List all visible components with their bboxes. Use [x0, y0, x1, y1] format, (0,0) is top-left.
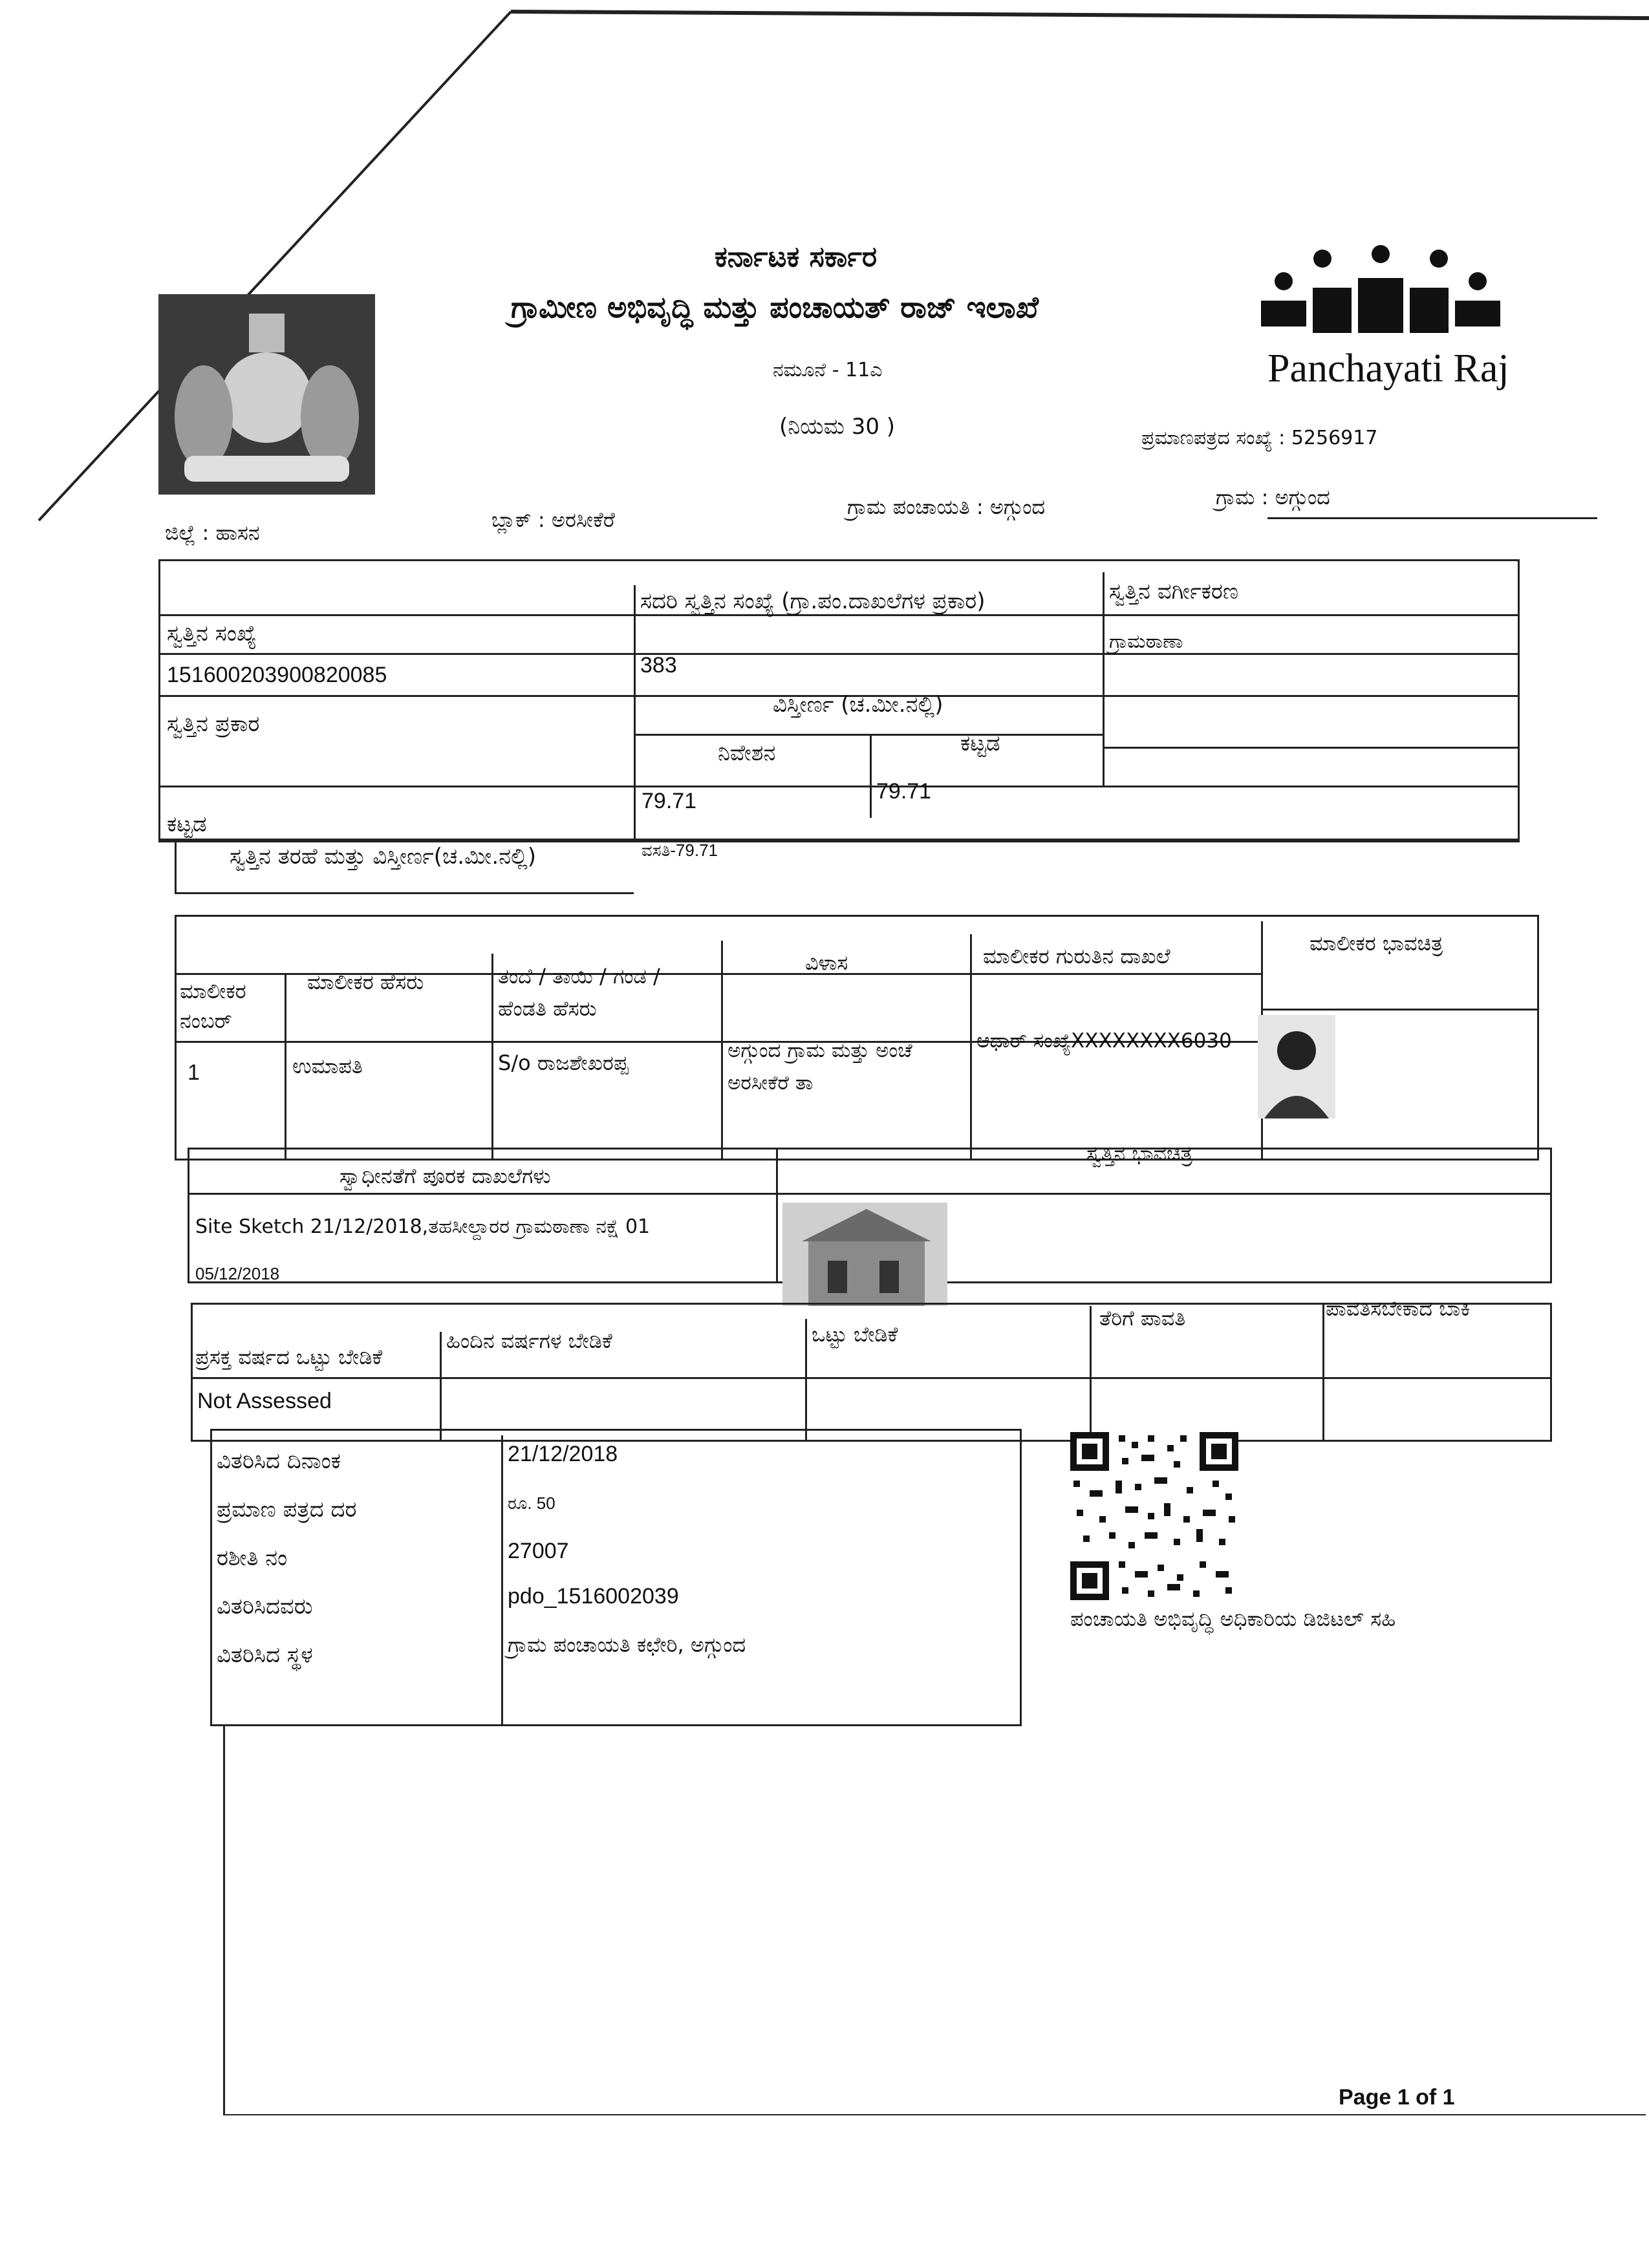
- issue-place-value: ಗ್ರಾಮ ಪಂಚಾಯತಿ ಕಛೇರಿ, ಅಗ್ಗುಂದ: [508, 1632, 746, 1657]
- usage-label: ಸ್ವತ್ತಿನ ತರಹೆ ಮತ್ತು ವಿಸ್ತೀರ್ಣ(ಚ.ಮೀ.ನಲ್ಲಿ): [230, 844, 537, 870]
- building-label: ಕಟ್ಟಡ: [960, 731, 1000, 756]
- owner-col-photo: ಮಾಲೀಕರ ಭಾವಚಿತ್ರ: [1310, 931, 1443, 956]
- tax-col-balance: ಪಾವತಿಸಬೇಕಾದ ಬಾಕಿ: [1326, 1296, 1471, 1321]
- old-number-label: ಸದರಿ ಸ್ವತ್ತಿನ ಸಂಖ್ಯೆ (ಗ್ರಾ.ಪಂ.ದಾಖಲೆಗಳ ಪ್ರಕಾರ): [640, 588, 986, 614]
- owner-row-number: 1: [188, 1060, 200, 1085]
- owner-col-name: ಮಾಲೀಕರ ಹೆಸರು: [307, 970, 424, 994]
- page-left-rule: [223, 1726, 225, 2114]
- rule-number: (ನಿಯಮ 30 ): [779, 414, 896, 440]
- tax-current-value: Not Assessed: [197, 1389, 332, 1413]
- page-bottom-rule: [223, 2114, 1646, 2115]
- tax-col-paid: ತೆರಿಗೆ ಪಾವತಿ: [1099, 1306, 1186, 1331]
- panchayati-raj-logo: [1258, 242, 1503, 339]
- tax-col-previous: ಹಿಂದಿನ ವರ್ಷಗಳ ಬೇಡಿಕೆ: [446, 1329, 612, 1353]
- usage-value: ವಸತಿ-79.71: [641, 840, 718, 860]
- tax-col-current: ಪ್ರಸಕ್ತ ವರ್ಷದ ಒಟ್ಟು ಬೇಡಿಕೆ: [195, 1345, 383, 1369]
- receipt-label: ರಶೀತಿ ನಂ: [217, 1545, 288, 1571]
- district: ಜಿಲ್ಲೆ : ಹಾಸನ: [165, 520, 260, 545]
- tax-col-total: ಒಟ್ಟು ಬೇಡಿಕೆ: [812, 1322, 898, 1347]
- issue-place-label: ವಿತರಿಸಿದ ಸ್ಥಳ: [217, 1642, 313, 1668]
- owner-row-name: ಉಮಾಪತಿ: [292, 1054, 363, 1078]
- area-label: ವಿಸ್ತೀರ್ಣ (ಚ.ಮೀ.ನಲ್ಲಿ): [773, 692, 943, 718]
- building-area-value: 79.71: [876, 779, 932, 804]
- gram-panchayat: ಗ್ರಾಮ ಪಂಚಾಯತಿ : ಅಗ್ಗುಂದ: [847, 495, 1046, 519]
- form-number: ನಮೂನೆ - 11ಎ: [773, 359, 883, 381]
- page-number: Page 1 of 1: [1339, 2085, 1455, 2110]
- issued-by-value: pdo_1516002039: [508, 1584, 679, 1609]
- property-photo: [782, 1203, 947, 1306]
- block: ಬ್ಲಾಕ್ : ಅರಸೀಕೆರೆ: [491, 508, 615, 532]
- owner-row-id: ಆಧಾರ್ ಸಂಖ್ಯೆXXXXXXXX6030: [976, 1029, 1232, 1053]
- digital-signature-label: ಪಂಚಾಯತಿ ಅಭಿವೃದ್ಧಿ ಅಧಿಕಾರಿಯ ಡಿಜಿಟಲ್ ಸಹಿ: [1070, 1607, 1396, 1631]
- documents-line2: 05/12/2018: [195, 1264, 280, 1283]
- issue-date-value: 21/12/2018: [508, 1442, 618, 1466]
- property-type-value: ಕಟ್ಟಡ: [167, 811, 207, 837]
- owner-col-relation: ತಂದೆ / ತಾಯಿ / ಗಂಡ / ಹೆಂಡತಿ ಹೆಸರು: [498, 964, 660, 1021]
- header-government: ಕರ್ನಾಟಕ ಸರ್ಕಾರ: [715, 241, 878, 273]
- property-id-label: ಸ್ವತ್ತಿನ ಸಂಖ್ಯೆ: [167, 621, 257, 647]
- receipt-value: 27007: [508, 1539, 569, 1563]
- old-number-value: 383: [640, 653, 677, 678]
- site-area-value: 79.71: [641, 789, 697, 813]
- owner-col-id: ಮಾಲೀಕರ ಗುರುತಿನ ದಾಖಲೆ: [983, 944, 1170, 968]
- documents-line1: Site Sketch 21/12/2018,ತಹಸೀಲ್ದಾರರ ಗ್ರಾಮಠಾಣಾ ನಕ್ಷೆ 01: [195, 1215, 651, 1238]
- issue-date-label: ವಿತರಿಸಿದ ದಿನಾಂಕ: [217, 1448, 341, 1474]
- certificate-number: ಪ್ರಮಾಣಪತ್ರದ ಸಂಖ್ಯೆ : 5256917: [1141, 427, 1378, 449]
- issued-by-label: ವಿತರಿಸಿದವರು: [217, 1594, 313, 1620]
- qr-code: [1070, 1432, 1238, 1600]
- header-department: ಗ್ರಾಮೀಣ ಅಭಿವೃದ್ಧಿ ಮತ್ತು ಪಂಚಾಯತ್ ರಾಜ್ ಇಲಾಖೆ: [511, 290, 1039, 325]
- classification-value: ಗ್ರಾಮಠಾಣಾ: [1109, 630, 1183, 653]
- owner-row-address: ಅಗ್ಗುಂದ ಗ್ರಾಮ ಮತ್ತು ಅಂಚೆ ಅರಸೀಕೆರೆ ತಾ: [727, 1039, 912, 1095]
- property-photo-header: ಸ್ವತ್ತಿನ ಭಾವಚಿತ್ರ: [1086, 1141, 1192, 1166]
- classification-label: ಸ್ವತ್ತಿನ ವರ್ಗೀಕರಣ: [1109, 579, 1238, 604]
- owner-photo: [1258, 1015, 1335, 1118]
- property-id-value: 151600203900820085: [167, 663, 387, 687]
- owner-row-relation: S/o ರಾಜಶೇಖರಪ್ಪ: [498, 1051, 629, 1075]
- panchayati-raj-brand: Panchayati Raj: [1267, 347, 1509, 390]
- owner-col-address: ವಿಳಾಸ: [805, 950, 848, 975]
- village: ಗ್ರಾಮ : ಅಗ್ಗುಂದ: [1216, 485, 1330, 509]
- owner-col-number: ಮಾಲೀಕರ ನಂಬರ್: [180, 979, 246, 1033]
- site-label: ನಿವೇಶನ: [718, 740, 776, 766]
- location-rule: [1267, 517, 1597, 519]
- karnataka-emblem-image: [158, 294, 375, 495]
- documents-header: ಸ್ವಾಧೀನತೆಗೆ ಪೂರಕ ದಾಖಲೆಗಳು: [339, 1164, 551, 1188]
- fee-label: ಪ್ರಮಾಣ ಪತ್ರದ ದರ: [217, 1497, 357, 1523]
- property-type-label: ಸ್ವತ್ತಿನ ಪ್ರಕಾರ: [167, 711, 260, 737]
- fee-value: ರೂ. 50: [508, 1493, 555, 1513]
